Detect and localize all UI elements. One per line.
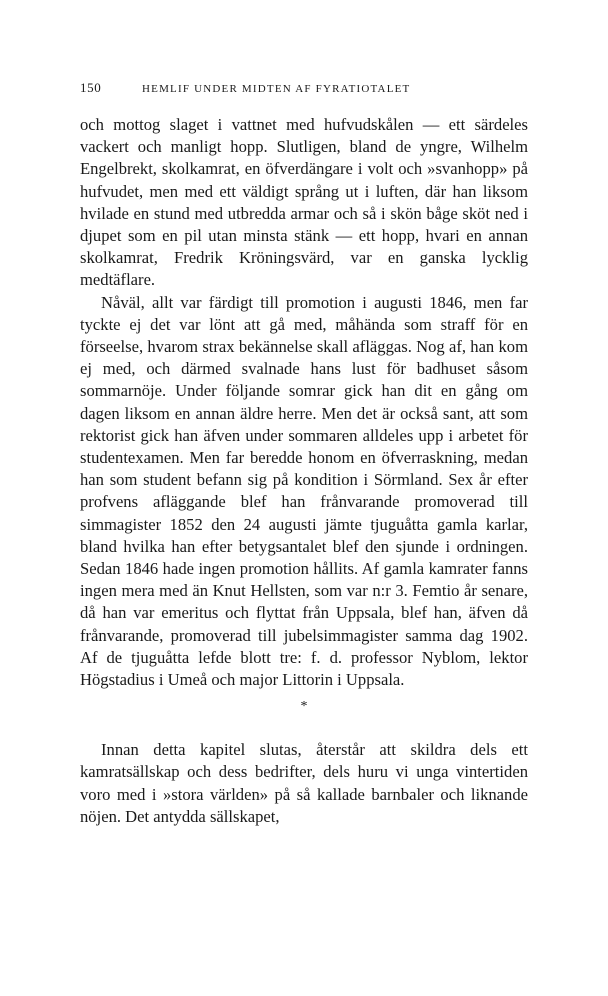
paragraph-promotion: Nåväl, allt var färdigt till promotion i augusti 1846, men far tyckte ej det var lönt att gå med, måhända som straff för en förseelse, hvarom strax bekännelse skall afläggas. Nog af, han kom ej med, och därmed svalnade hans lust för badhuset såsom sommarnöje. Under följande somrar gick han dit en gång om dagen liksom en annan äldre herre. Men det är också sant, att som rektorist gick han äfven under sommaren alldeles upp i arbetet för studentexamen. Men far beredde honom en öfverraskning, medan han som student befann sig på kondition i Sörmland. Sex år efter profvens afläggande blef han frånvarande promoverad till simmagister 1852 den 24 augusti jämte tjuguåtta gamla karlar, bland hvilka han efter betygsantalet blef den sjunde i ordningen. Sedan 1846 hade ingen promotion hållits. Af gamla kamrater fanns ingen mera med än Knut Hellsten, som var n:r 3. Femtio år senare, då han var emeritus och flyttat från Uppsala, blef han, äfven då frånvarande, promoverad till jubelsimmagister samma dag 1902. Af de tjuguåtta lefde blott tre: f. d. professor Nyblom, lektor Högstadius i Umeå och major Littorin i Uppsala. [80,292,528,690]
section-separator: * [300,699,308,715]
paragraph-chapter-close: Innan detta kapitel slutas, återstår att skildra dels ett kamratsällskap och dess bedrifter, dels huru vi unga vintertiden voro med i »stora världen» på så kallade barnbaler och liknande nöjen. Det antydda sällskapet, [80,740,528,826]
book-page [80,80,528,828]
page-number: 150 [80,80,102,95]
running-title: HEMLIF UNDER MIDTEN AF FYRATIOTALET [142,83,411,95]
paragraph-continuation: och mottog slaget i vattnet med hufvudskålen — ett särdeles vackert och manligt hopp. Slutligen, bland de yngre, Wilhelm Engelbrekt, skolkamrat, en öfverdängare i volt och »svanhopp» på hufvudet, men med ett väldigt språng ut i luften, där han liksom hvilade en stund med utbredda armar och så i skön båge sköt ned i djupet som en pil utan minsta stänk — ett hopp, hvari en annan skolkamrat, Fredrik Kröningsvärd, var en ganska lycklig medtäflare. [80,115,528,290]
running-header [80,80,528,98]
